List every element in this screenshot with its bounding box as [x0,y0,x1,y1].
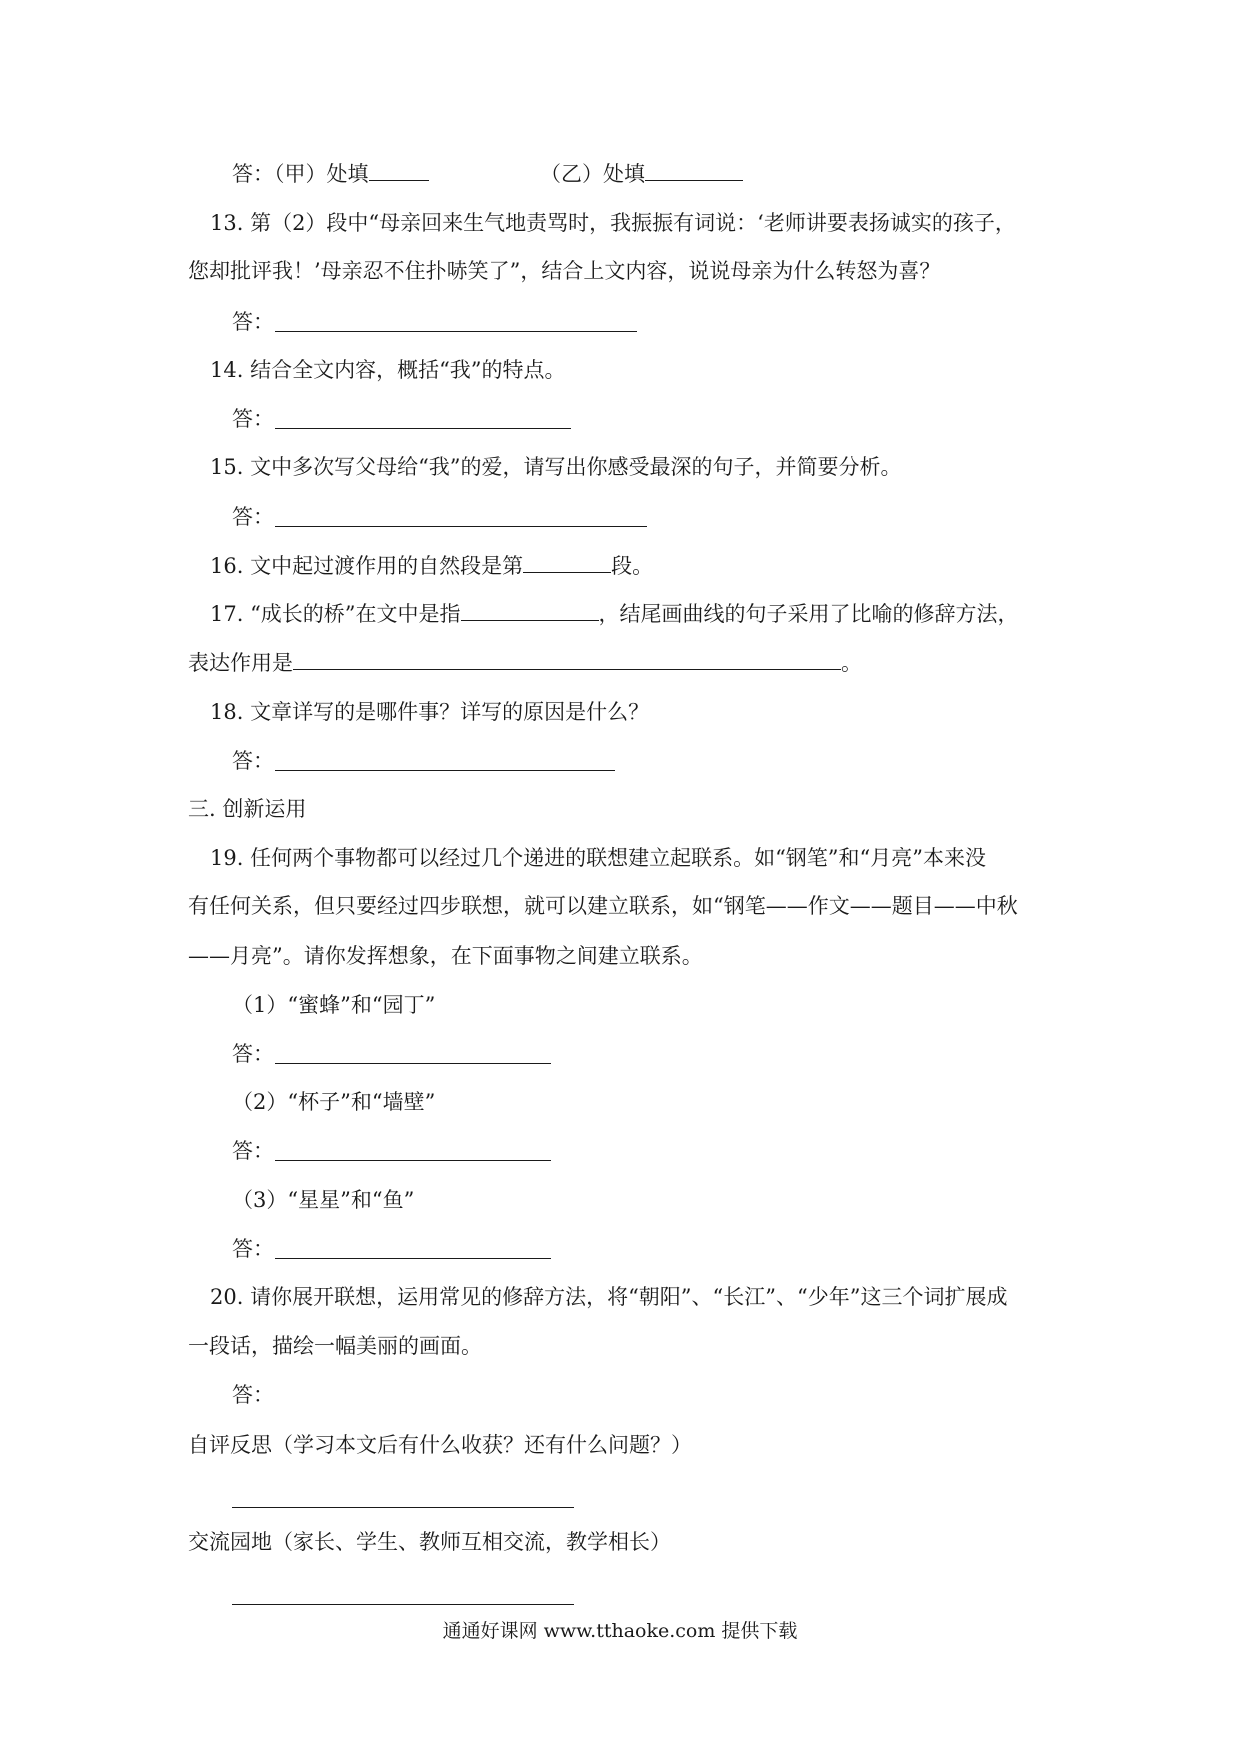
q15-text: 15. 文中多次写父母给“我”的爱，请写出你感受最深的句子，并简要分析。 [210,455,902,479]
page-footer: 通通好课网 www.tthaoke.com 提供下载 [442,1620,798,1642]
q13-answer-line[interactable] [275,331,637,332]
q13-answer-label: 答： [232,310,274,334]
q19-sub2-answer-label: 答： [232,1139,274,1163]
q17-line2-before: 表达作用是 [188,651,293,675]
q19-sub1-label: （1）“蜜蜂”和“园丁” [232,993,436,1017]
q15-answer-label: 答： [232,505,274,529]
q20-line2: 一段话，描绘一幅美丽的画面。 [188,1334,482,1358]
q16-blank[interactable] [523,550,611,573]
q19-sub1-answer-line[interactable] [275,1063,551,1064]
q12-jia-blank[interactable] [369,158,429,181]
q20-answer-label: 答： [232,1383,274,1407]
q18-answer-label: 答： [232,749,274,773]
q17-line2-after: 。 [841,651,862,675]
q12-answer-yi-label: （乙）处填 [540,162,645,186]
q18-text: 18. 文章详写的是哪件事？详写的原因是什么？ [210,700,650,724]
q13-line2: 您却批评我！’母亲忍不住扑哧笑了”，结合上文内容，说说母亲为什么转怒为喜？ [188,259,941,283]
q16-row [210,550,653,581]
q14-answer-label: 答： [232,407,274,431]
q14-answer-line[interactable] [275,428,571,429]
q13-line1: 13. 第（2）段中“母亲回来生气地责骂时，我振振有词说：‘老师讲要表扬诚实的孩子， [210,211,1016,235]
reflection-title: 自评反思（学习本文后有什么收获？还有什么问题？） [188,1433,692,1457]
q20-line1: 20. 请你展开联想，运用常见的修辞方法，将“朝阳”、“长江”、“少年”这三个词扩展成 [210,1285,1008,1309]
q17-line1 [210,598,1019,629]
q12-answer-row [232,158,429,189]
q17-text-after: ，结尾画曲线的句子采用了比喻的修辞方法， [598,602,1019,626]
exchange-answer-line[interactable] [232,1604,574,1605]
q17-blank-2[interactable] [293,647,841,670]
q16-text-before: 16. 文中起过渡作用的自然段是第 [210,554,524,578]
q14-text: 14. 结合全文内容，概括“我”的特点。 [210,358,566,382]
exchange-title: 交流园地（家长、学生、教师互相交流，教学相长） [188,1530,671,1554]
reflection-answer-line[interactable] [232,1507,574,1508]
q19-sub1-answer-label: 答： [232,1042,274,1066]
q19-line3: ——月亮”。请你发挥想象，在下面事物之间建立联系。 [188,944,703,968]
q17-text-before: 17. “成长的桥”在文中是指 [210,602,461,626]
q17-blank-1[interactable] [461,598,599,621]
q19-sub3-answer-label: 答： [232,1237,274,1261]
q12-yi-blank[interactable] [645,158,743,181]
q12-answer-yi-row [540,158,743,189]
section3-title: 三. 创新运用 [188,797,307,821]
q12-answer-jia-label: 答：（甲）处填 [232,162,369,186]
q19-sub3-answer-line[interactable] [275,1258,551,1259]
q16-text-after: 段。 [611,554,654,578]
q17-line2 [188,647,862,678]
q19-sub2-label: （2）“杯子”和“墙壁” [232,1090,436,1114]
q19-sub2-answer-line[interactable] [275,1160,551,1161]
q18-answer-line[interactable] [275,770,615,771]
q19-line2: 有任何关系，但只要经过四步联想，就可以建立联系，如“钢笔——作文——题目——中秋 [188,894,1018,918]
q19-sub3-label: （3）“星星”和“鱼” [232,1188,415,1212]
q19-line1: 19. 任何两个事物都可以经过几个递进的联想建立起联系。如“钢笔”和“月亮”本来没 [210,846,987,870]
q15-answer-line[interactable] [275,526,647,527]
